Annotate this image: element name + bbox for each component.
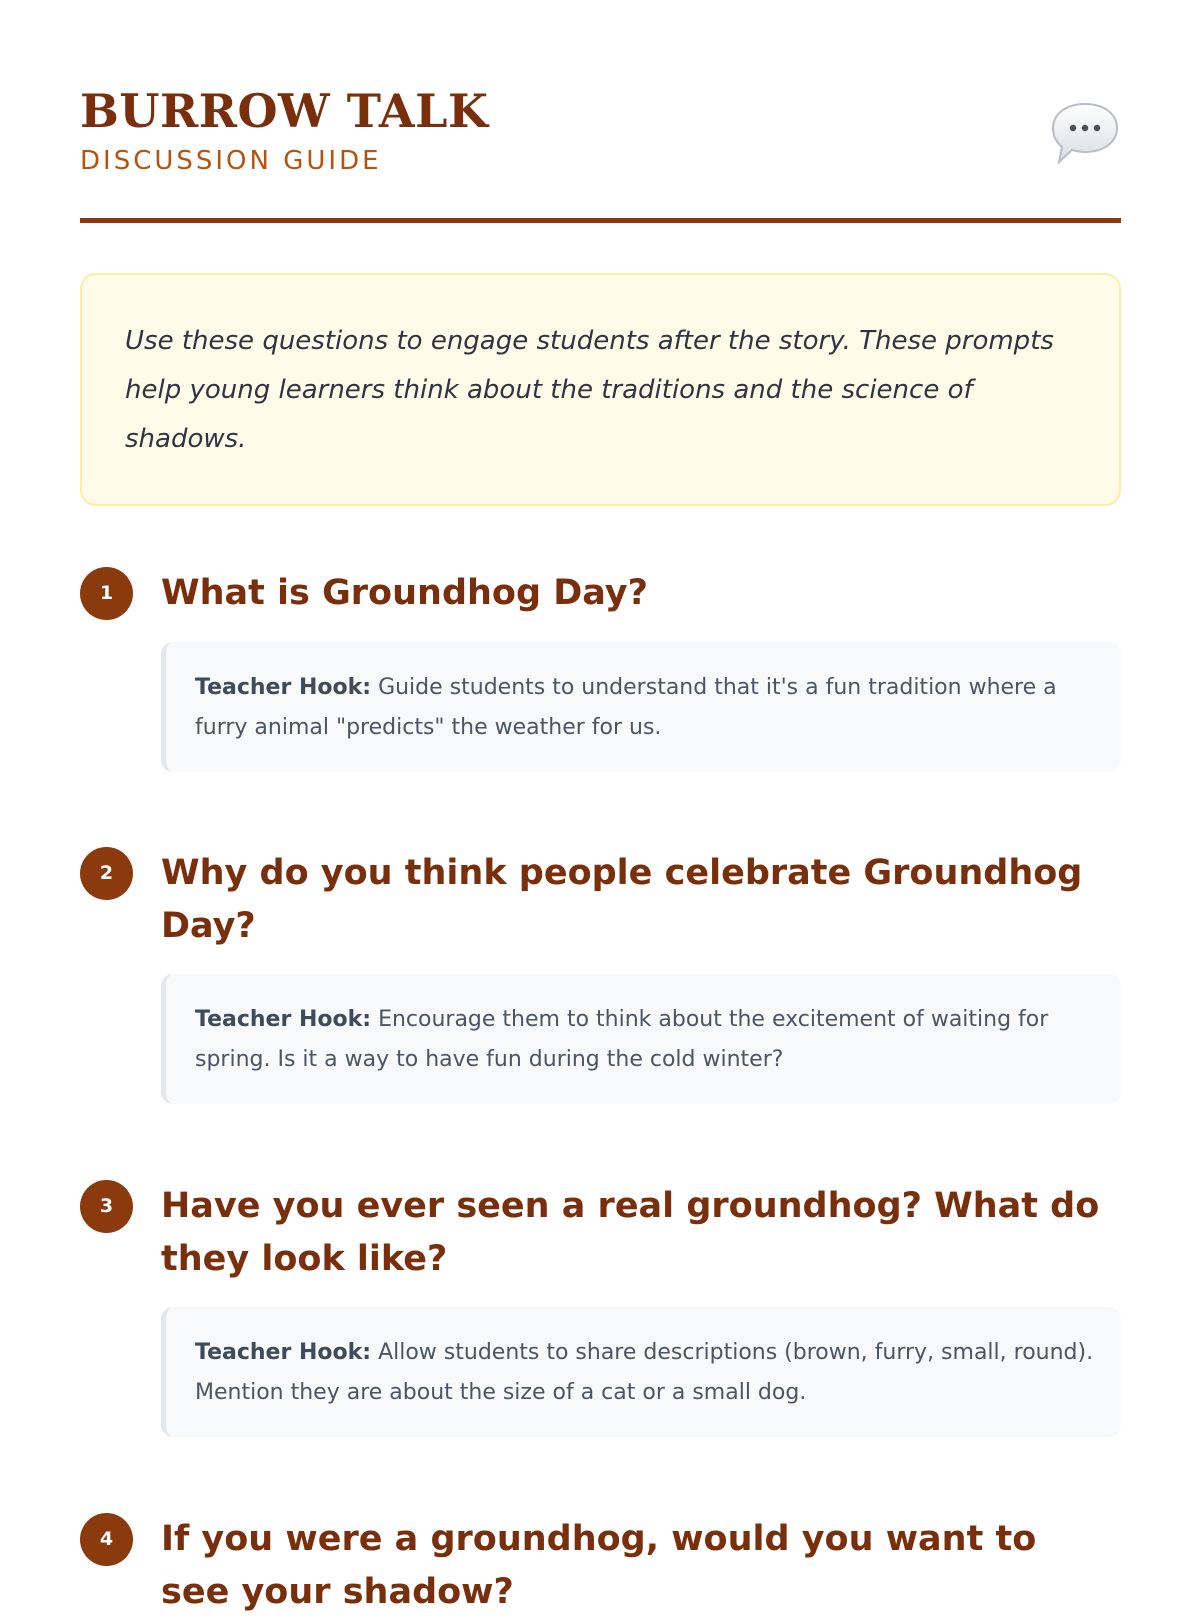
teacher-hook-body: Allow students to share descriptions (brown, furry, small, round). Mention they are about the size of a cat or a small dog. [195,1340,1094,1405]
teacher-hook-text [195,668,1097,748]
question-text: What is Groundhog Day? [161,573,648,613]
teacher-hook-box [161,974,1121,1104]
page-title: BURROW TALK [80,84,489,138]
header [80,80,1121,223]
discussion-guide-page [80,80,1121,1612]
teacher-hook-box [161,1307,1121,1437]
teacher-hook-text [195,1000,1097,1080]
question-text: Why do you think people celebrate Groundhog Day? [161,853,1083,946]
question-text: Have you ever seen a real groundhog? What do they look like? [161,1186,1100,1279]
question-number-badge: 3 [80,1180,133,1233]
teacher-hook-text [195,1333,1097,1413]
intro-text: Use these questions to engage students after the story. These prompts help young learners think about the traditions and the science of shadows. [125,326,1054,454]
intro-callout [80,273,1121,506]
teacher-hook-label: Teacher Hook: [195,1340,372,1365]
speech-bubble-icon [1049,98,1121,170]
teacher-hook-label: Teacher Hook: [195,1007,372,1032]
question-number-badge: 2 [80,847,133,900]
question-text: If you were a groundhog, would you want to see your shadow? [161,1519,1037,1612]
question-number-badge: 4 [80,1513,133,1566]
teacher-hook-box [161,642,1121,772]
teacher-hook-label: Teacher Hook: [195,675,372,700]
question-number-badge: 1 [80,567,133,620]
page-subtitle: DISCUSSION GUIDE [80,146,382,176]
teacher-hook-body: Encourage them to think about the excitement of waiting for spring. Is it a way to have fun during the cold winter? [195,1007,1049,1072]
teacher-hook-body: Guide students to understand that it's a fun tradition where a furry animal "predicts" the weather for us. [195,675,1057,740]
